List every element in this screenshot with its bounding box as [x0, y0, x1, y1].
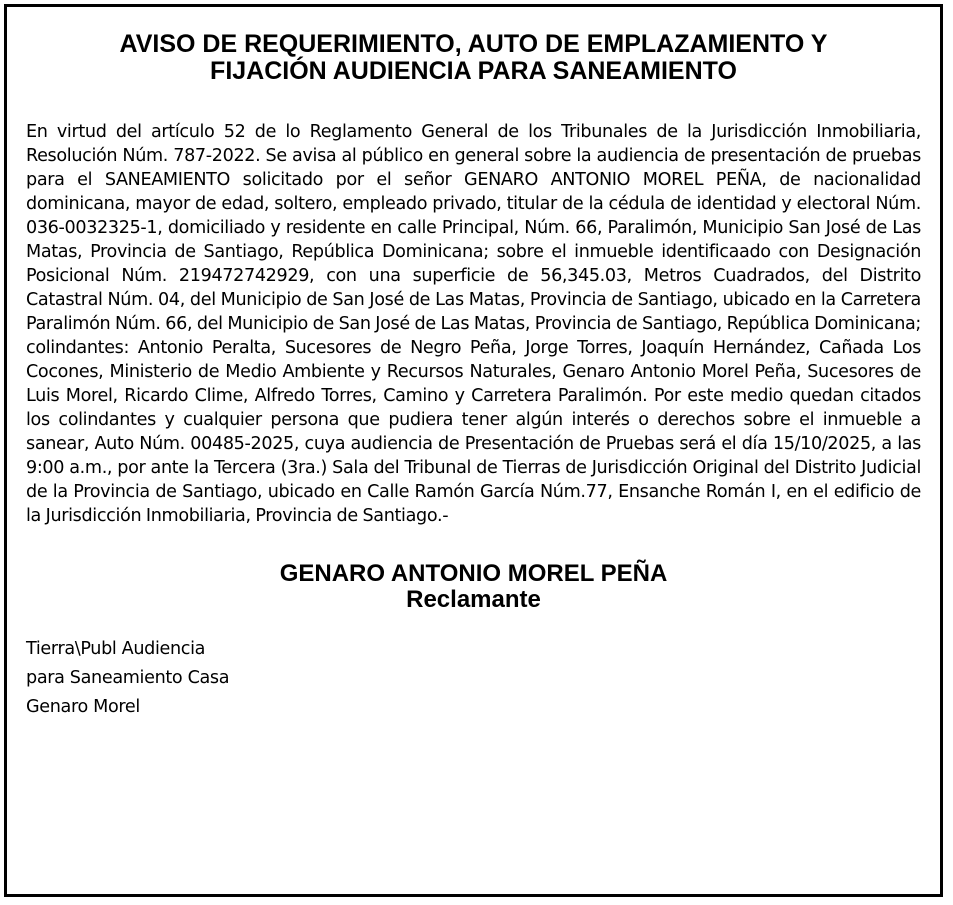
signature-block: [7, 561, 940, 613]
notice-title: [43, 31, 904, 85]
reference-line-3: Genaro Morel: [26, 697, 140, 717]
notice-frame: [4, 4, 943, 897]
reference-line-2: para Saneamiento Casa: [26, 668, 230, 688]
notice-body: En virtud del artículo 52 de lo Reglamento General de los Tribunales de la Jurisdicción Inmobiliaria, Resolución Núm. 787-2022. Se avisa al público en general sobre la audiencia de presentación de pruebas para el SANEAMIENTO solicitado por el señor GENARO ANTONIO MOREL PEÑA, de nacionalidad dominicana, mayor de edad, soltero, empleado privado, titular de la cédula de identidad y electoral Núm. 036-0032325-1, domiciliado y residente en calle Principal, Núm. 66, Paralimón, Municipio San José de Las Matas, Provincia de Santiago, República Dominicana; sobre el inmueble identificaado con Designación Posicional Núm. 219472742929, con una superficie de 56,345.03, Metros Cuadrados, del Distrito Catastral Núm. 04, del Municipio de San José de Las Matas, Provincia de Santiago, ubicado en la Carretera Paralimón Núm. 66, del Municipio de San José de Las Matas, Provincia de Santiago, República Dominicana; colindantes: Antonio Peralta, Sucesores de Negro Peña, Jorge Torres, Joaquín Hernández, Cañada Los Cocones, Ministerio de Medio Ambiente y Recursos Naturales, Genaro Antonio Morel Peña, Sucesores de Luis Morel, Ricardo Clime, Alfredo Torres, Camino y Carretera Paralimón. Por este medio quedan citados los colindantes y cualquier persona que pudiera tener algún interés o derechos sobre el inmueble a sanear, Auto Núm. 00485-2025, cuya audiencia de Presentación de Pruebas será el día 15/10/2025, a las 9:00 a.m., por ante la Tercera (3ra.) Sala del Tribunal de Tierras de Jurisdicción Original del Distrito Judicial de la Provincia de Santiago, ubicado en Calle Ramón García Núm.77, Ensanche Román I, en el edificio de la Jurisdicción Inmobiliaria, Provincia de Santiago.-: [26, 122, 921, 526]
reference-block: [26, 635, 940, 722]
signature-role: Reclamante: [406, 586, 541, 613]
signature-name: GENARO ANTONIO MOREL PEÑA: [279, 560, 668, 587]
title-line-1: AVISO DE REQUERIMIENTO, AUTO DE EMPLAZAMIENTO Y: [119, 30, 828, 58]
title-line-2: FIJACIÓN AUDIENCIA PARA SANEAMIENTO: [210, 57, 737, 85]
reference-line-1: Tierra\Publ Audiencia: [26, 639, 206, 659]
